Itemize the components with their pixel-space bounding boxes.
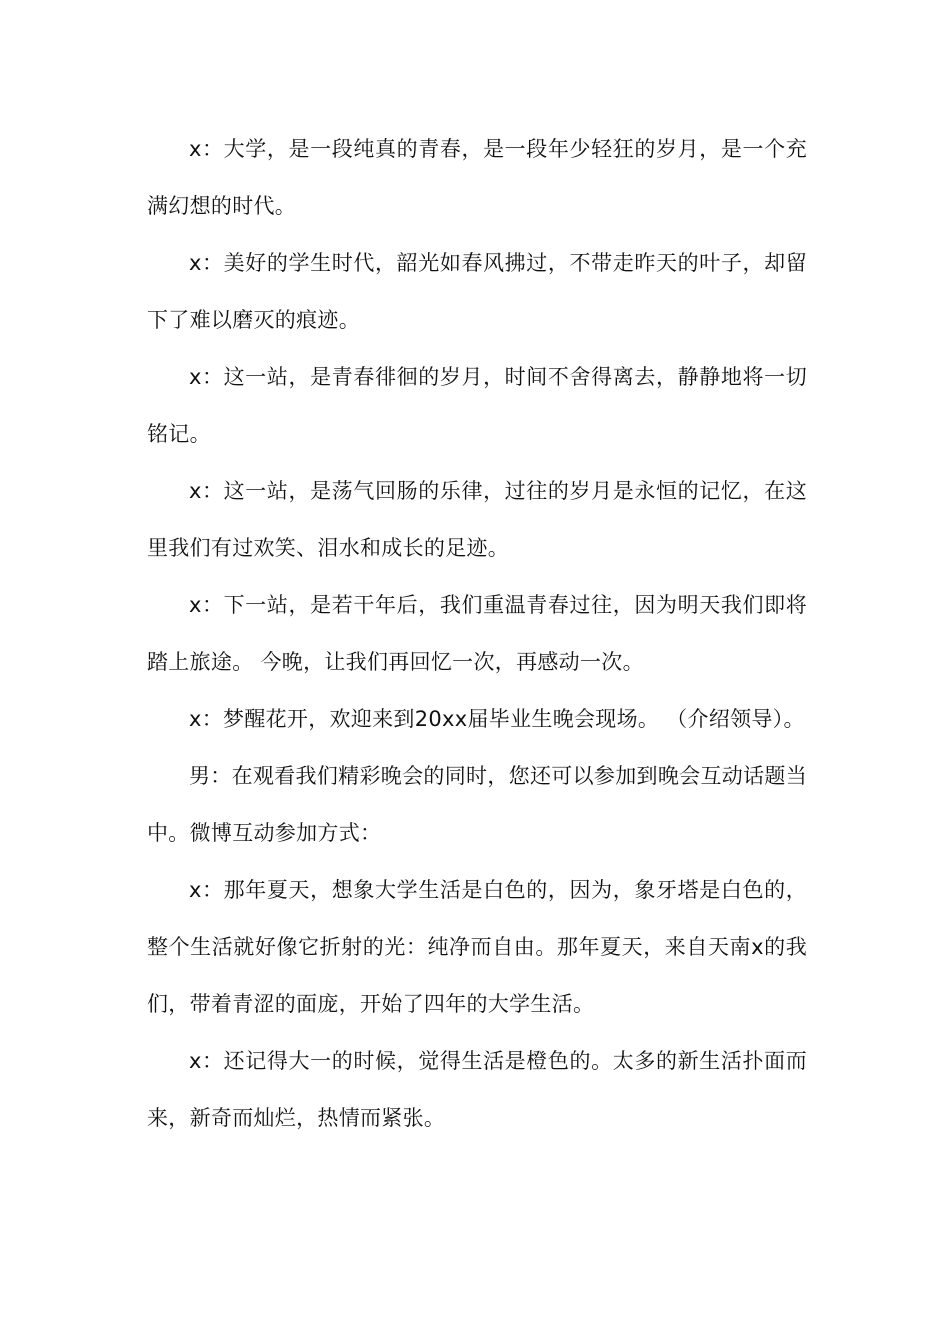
paragraph-3: x：这一站，是青春徘徊的岁月，时间不舍得离去，静静地将一切铭记。: [147, 365, 807, 446]
paragraph-8: x：那年夏天，想象大学生活是白色的，因为，象牙塔是白色的，整个生活就好像它折射的光：纯净而自由。那年夏天，来自天南x的我们，带着青涩的面庞，开始了四年的大学生活。: [147, 878, 807, 1016]
paragraph-9: x：还记得大一的时候，觉得生活是橙色的。太多的新生活扑面而来，新奇而灿烂，热情而紧张。: [147, 1049, 807, 1130]
paragraph-7: 男：在观看我们精彩晚会的同时，您还可以参加到晚会互动话题当中。微博互动参加方式：: [147, 764, 807, 845]
paragraph-6: x：梦醒花开，欢迎来到20xx届毕业生晚会现场。 （介绍领导）。: [189, 707, 805, 731]
paragraph-5: x：下一站，是若干年后，我们重温青春过往，因为明天我们即将踏上旅途。 今晚，让我们再回忆一次，再感动一次。: [147, 593, 807, 674]
paragraph-4: x：这一站，是荡气回肠的乐律，过往的岁月是永恒的记忆，在这里我们有过欢笑、泪水和成长的足迹。: [147, 479, 807, 560]
document-body: [147, 121, 807, 1147]
paragraph-1: x：大学，是一段纯真的青春，是一段年少轻狂的岁月，是一个充满幻想的时代。: [147, 137, 807, 218]
paragraph-2: x：美好的学生时代，韶光如春风拂过，不带走昨天的叶子，却留下了难以磨灭的痕迹。: [147, 251, 807, 332]
